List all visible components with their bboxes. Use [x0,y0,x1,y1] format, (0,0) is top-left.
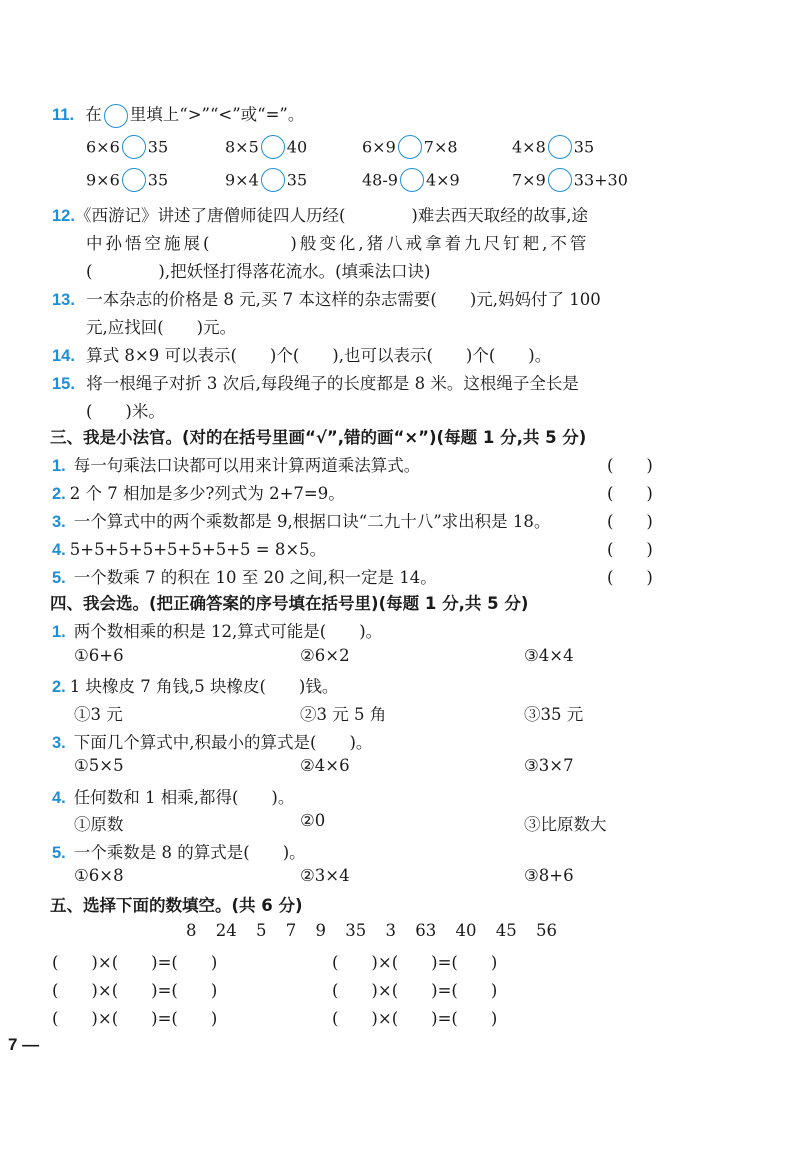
option-1[interactable]: ①原数 [74,815,124,834]
question-text: 两个数相乘的积是 12,算式可能是( )。 [73,622,383,641]
question-13 [52,286,601,310]
option-3[interactable]: ③比原数大 [524,815,607,834]
choice-question [52,784,294,808]
question-12 [52,202,588,226]
question-number: 13. [52,291,75,309]
answer-paren[interactable]: ( ) [607,456,653,475]
question-number: 3. [52,513,66,531]
option-1[interactable]: ①3 元 [74,705,123,724]
question-number: 2. [52,678,66,696]
question-number: 3. [52,734,66,752]
answer-paren[interactable]: ( ) [607,484,653,503]
compare-item [362,135,458,159]
compare-circle [104,104,128,128]
compare-circle[interactable] [400,168,424,192]
question-text: 5+5+5+5+5+5+5+5 = 8×5。 [69,540,327,559]
bank-number: 56 [536,921,557,940]
compare-item [512,168,628,192]
compare-circle[interactable] [122,135,146,159]
page-number: 7 — [8,1035,40,1054]
fill-equation[interactable]: ( )×( )=( ) [332,1009,498,1028]
question-text: 中孙悟空施展( )般变化,猪八戒拿着九尺钉耙,不管 [86,234,590,253]
answer-paren[interactable]: ( ) [607,540,653,559]
question-number: 4. [52,789,66,807]
question-text: 将一根绳子对折 3 次后,每段绳子的长度都是 8 米。这根绳子全长是 [86,374,579,393]
bank-number: 40 [455,921,477,940]
bank-number: 63 [415,921,437,940]
compare-item [86,168,168,192]
compare-right: 35 [147,137,169,157]
question-number: 11. [52,106,75,124]
option-2[interactable]: ②4×6 [300,756,350,775]
question-text: 元,应找回( )元。 [86,318,237,337]
question-text: 《西游记》讲述了唐僧师徒四人历经( )难去西天取经的故事,途 [74,206,589,225]
bank-number: 9 [315,921,326,940]
compare-circle[interactable] [548,168,572,192]
question-number: 12. [52,207,75,225]
compare-left: 7×9 [512,170,546,190]
fill-equation[interactable]: ( )×( )=( ) [332,953,498,972]
section-4-title: 四、我会选。(把正确答案的序号填在括号里)(每题 1 分,共 5 分) [50,594,529,613]
compare-item [362,168,460,192]
question-number: 1. [52,623,66,641]
question-text: 下面几个算式中,积最小的算式是( )。 [73,733,373,752]
compare-item [86,135,168,159]
judge-item [52,536,326,560]
fill-equation[interactable]: ( )×( )=( ) [332,981,498,1000]
compare-circle[interactable] [261,135,285,159]
compare-left: 6×9 [362,137,396,157]
question-text: 在 [85,105,102,124]
choice-question [52,729,372,753]
choice-question [52,839,306,863]
choice-question [52,673,338,697]
bank-number: 35 [345,921,367,940]
question-number: 5. [52,844,66,862]
judge-item [52,480,345,504]
bank-number: 8 [186,921,197,940]
question-text: 每一句乘法口诀都可以用来计算两道乘法算式。 [73,456,421,475]
option-3[interactable]: ③35 元 [524,705,584,724]
compare-left: 9×4 [225,170,259,190]
question-text: 1 块橡皮 7 角钱,5 块橡皮( )钱。 [69,677,339,696]
question-15 [52,370,579,394]
question-number: 15. [52,375,75,393]
compare-circle[interactable] [548,135,572,159]
option-3[interactable]: ③4×4 [524,646,574,665]
bank-number: 45 [495,921,517,940]
question-text: 算式 8×9 可以表示( )个( ),也可以表示( )个( )。 [86,346,552,365]
option-2[interactable]: ②3 元 5 角 [300,705,387,724]
section-5-title: 五、选择下面的数填空。(共 6 分) [50,896,303,915]
choice-question [52,618,382,642]
judge-item [52,452,420,476]
section-3-title: 三、我是小法官。(对的在括号里画“√”,错的画“×”)(每题 1 分,共 5 分) [50,428,587,447]
compare-right: 35 [147,170,169,190]
compare-circle[interactable] [398,135,422,159]
compare-item [225,135,307,159]
compare-left: 9×6 [86,170,120,190]
bank-number: 24 [215,921,237,940]
question-text: 一个乘数是 8 的算式是( )。 [73,843,306,862]
compare-left: 6×6 [86,137,120,157]
compare-circle[interactable] [261,168,285,192]
compare-left: 4×8 [512,137,546,157]
option-3[interactable]: ③8+6 [524,866,574,885]
judge-item [52,564,437,588]
compare-right: 35 [573,137,595,157]
question-number: 1. [52,457,66,475]
compare-left: 8×5 [225,137,259,157]
bank-number: 5 [256,921,267,940]
fill-equation[interactable]: ( )×( )=( ) [52,981,218,1000]
compare-right: 33+30 [573,170,628,190]
answer-paren[interactable]: ( ) [607,568,653,587]
fill-equation[interactable]: ( )×( )=( ) [52,1009,218,1028]
bank-number: 3 [385,921,396,940]
fill-equation[interactable]: ( )×( )=( ) [52,953,218,972]
compare-item [512,135,594,159]
option-1[interactable]: ①6+6 [74,646,124,665]
question-text: 2 个 7 相加是多少?列式为 2+7=9。 [69,484,345,503]
option-2[interactable]: ②6×2 [300,646,350,665]
compare-item [225,168,307,192]
answer-paren[interactable]: ( ) [607,512,653,531]
question-text: 一个算式中的两个乘数都是 9,根据口诀“二九十八”求出积是 18。 [73,512,551,531]
compare-right: 7×8 [423,137,458,157]
question-text: 一本杂志的价格是 8 元,买 7 本这样的杂志需要( )元,妈妈付了 100 [86,290,601,309]
question-11-heading [52,101,304,128]
number-bank [186,921,557,940]
compare-right: 40 [286,137,308,157]
option-2[interactable]: ②0 [300,811,326,830]
judge-item [52,508,550,532]
question-text: 任何数和 1 相乘,都得( )。 [73,788,295,807]
question-text: 里填上“>”“<”或“=”。 [129,105,305,124]
compare-circle[interactable] [122,168,146,192]
option-3[interactable]: ③3×7 [524,756,574,775]
question-number: 14. [52,347,75,365]
question-text: ( ),把妖怪打得落花流水。(填乘法口诀) [86,262,431,281]
question-number: 5. [52,569,66,587]
bank-number: 7 [285,921,297,940]
question-number: 2. [52,485,66,503]
option-1[interactable]: ①5×5 [74,756,124,775]
question-14 [52,342,551,366]
question-text: 一个数乘 7 的积在 10 至 20 之间,积一定是 14。 [73,568,437,587]
question-number: 4. [52,541,66,559]
option-1[interactable]: ①6×8 [74,866,124,885]
option-2[interactable]: ②3×4 [300,866,350,885]
question-text: ( )米。 [86,402,165,421]
compare-right: 4×9 [425,170,460,190]
compare-right: 35 [286,170,308,190]
compare-left: 48-9 [362,170,398,190]
